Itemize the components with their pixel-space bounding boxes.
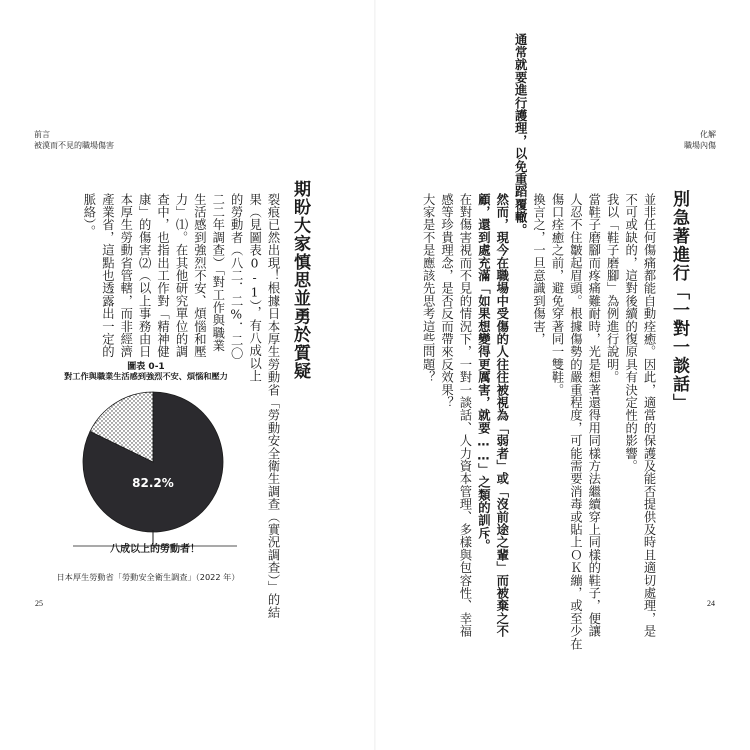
left-body-line: 康」的傷害⑵（以上事務由日 xyxy=(137,193,152,359)
left-body-line: 生活感到強烈不安、煩惱和壓 xyxy=(192,193,207,359)
left-page-number: 25 xyxy=(35,599,43,608)
chart-source: 日本厚生勞動省「勞動安全衛生調查」（2022 年） xyxy=(56,572,240,582)
right-body-line: 在對傷害視而不見的情況下，一對一談話、人力資本管理、多樣與包容性、幸福 xyxy=(457,193,472,638)
left-body-line: 產業省，這點也透露出一定的 xyxy=(100,193,115,359)
pie-slices xyxy=(83,392,223,532)
pie-chart-figure xyxy=(55,350,240,590)
pie-slice-value-label: 82.2% xyxy=(132,476,174,490)
right-running-head-line-2: 職場內傷 xyxy=(684,141,716,150)
left-body-line: 脈絡）。 xyxy=(81,193,96,238)
left-body-line: 力」⑴。在其他研究單位的調 xyxy=(173,193,188,359)
right-page-number: 24 xyxy=(707,599,715,608)
left-section-heading: 期盼大家慎思並勇於質疑 xyxy=(290,180,310,381)
left-running-head-line-2: 被漠而不見的職場傷害 xyxy=(34,141,114,150)
right-section-heading: 別急著進行「一對一談話」 xyxy=(669,190,689,412)
right-running-head-line-1: 化解 xyxy=(700,130,716,139)
chart-callout: 八成以上的勞動者！ xyxy=(110,544,200,555)
chart-title: 對工作與職業生活感到強烈不安、煩惱和壓力 xyxy=(64,371,228,381)
right-running-head xyxy=(684,129,716,151)
chart-figure-number: 圖表 0-1 xyxy=(127,362,165,372)
right-body-line: 並非任何傷痛都能自動痊癒。因此，適當的保護及能否提供及時且適切處理，是 xyxy=(642,193,656,638)
left-body-line: 二二年調查）「對工作與職業 xyxy=(210,193,225,352)
right-body-line-bold: 顧，還到處充滿「如果想變得更厲害，就要……」之類的訓斥。 xyxy=(476,193,491,552)
left-body-line: 本厚生勞動省管轄，而非經濟 xyxy=(118,193,133,359)
right-body-line: 我以「鞋子磨腳」為例進行說明。 xyxy=(605,193,620,384)
right-body-line: 換言之，一旦意識到傷害， xyxy=(531,193,546,346)
right-body-text xyxy=(421,33,658,651)
right-body-line: 大家是不是應該先思考這些問題？ xyxy=(421,193,436,384)
right-body-line-bold: 通常就要進行護理，以免重蹈覆轍。 xyxy=(513,33,528,237)
right-body-line: 感等珍貴理念，是否反而帶來反效果？ xyxy=(439,193,454,409)
right-body-line: 當鞋子磨腳而疼痛難耐時，光是想著還得用同樣方法繼續穿上同樣的鞋子，便讓 xyxy=(586,193,601,638)
left-body-line: 裂痕已然出現！根據日本厚生勞動省「勞動安全衛生調查（實況調查）」的結 xyxy=(266,193,280,619)
right-body-line: 傷口痊癒之前，避免穿著同一雙鞋。 xyxy=(549,193,564,397)
right-body-line: 人忍不住皺起眉頭。根據傷勢的嚴重程度，可能需要消毒或貼上ＯＫ繃，或至少在 xyxy=(568,193,583,651)
right-body-line: 不可或缺的，這對後續的復原具有決定性的影響。 xyxy=(623,193,638,473)
left-running-head xyxy=(34,129,114,151)
left-running-head-line-1: 前言 xyxy=(34,130,50,139)
left-body-line: 果（見圖表0-1），有八成以上 xyxy=(247,193,262,383)
left-body-line: 的勞動者（八二．二%．二〇 xyxy=(229,193,244,360)
right-body-line-bold: 然而，現今在職場中受傷的人往往被視為「弱者」或「沒前途之輩」而被棄之不 xyxy=(494,193,509,638)
left-body-line: 查中，也指出工作對「精神健 xyxy=(155,193,170,359)
page-gutter xyxy=(374,0,376,750)
